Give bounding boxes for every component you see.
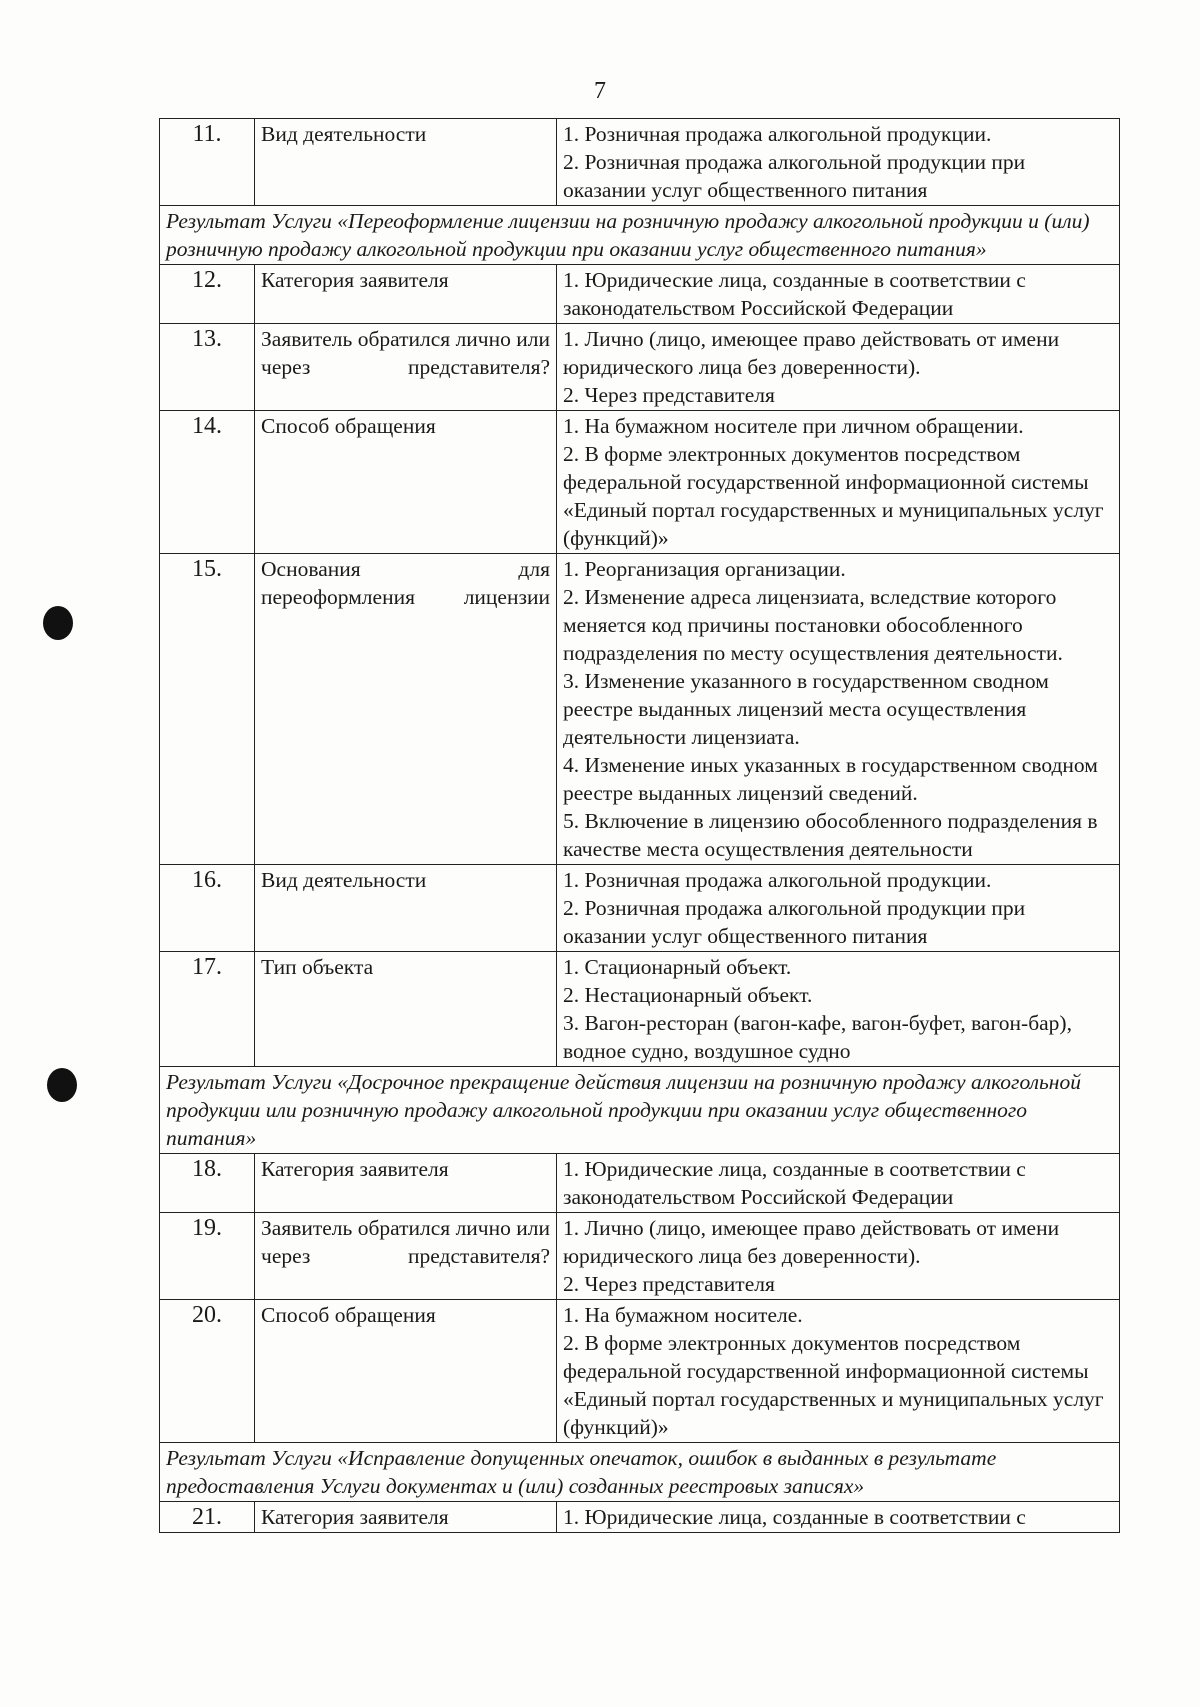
section-title: Результат Услуги «Переоформление лицензии на розничную продажу алкогольной продукции и (или) розничную продажу алкогольной продукции при оказании услуг общественного питания» xyxy=(160,206,1120,265)
value-option: 1. Лично (лицо, имеющее право действовать от имени юридического лица без доверенности). xyxy=(563,327,1060,379)
value-option: 2. Розничная продажа алкогольной продукции при оказании услуг общественного питания xyxy=(563,150,1026,202)
parameter-label: Заявитель обратился лично или через представителя? xyxy=(255,324,557,411)
value-option: 2. Розничная продажа алкогольной продукции при оказании услуг общественного питания xyxy=(563,896,1026,948)
value-option: 2. В форме электронных документов посредством федеральной государственной информационной системы «Единый портал государственных и муниципальных услуг (функций)» xyxy=(563,442,1104,550)
section-header-row xyxy=(160,1443,1120,1502)
binder-hole-mark xyxy=(47,1068,77,1102)
row-number: 16. xyxy=(160,865,255,952)
parameter-label: Заявитель обратился лично или через представителя? xyxy=(255,1213,557,1300)
table-row xyxy=(160,119,1120,206)
value-option: 1. Розничная продажа алкогольной продукции. xyxy=(563,122,992,146)
section-header-row xyxy=(160,206,1120,265)
row-number: 14. xyxy=(160,411,255,554)
value-option: 2. Через представителя xyxy=(563,1272,775,1296)
value-option: 5. Включение в лицензию обособленного подразделения в качестве места осуществления деятельности xyxy=(563,809,1098,861)
table-row xyxy=(160,952,1120,1067)
value-option: 1. На бумажном носителе при личном обращении. xyxy=(563,414,1024,438)
table-row xyxy=(160,1300,1120,1443)
value-option: 4. Изменение иных указанных в государственном сводном реестре выданных лицензий сведений. xyxy=(563,753,1098,805)
row-number: 15. xyxy=(160,554,255,865)
section-title: Результат Услуги «Исправление допущенных опечаток, ошибок в выданных в результате предоставления Услуги документах и (или) созданных реестровых записях» xyxy=(160,1443,1120,1502)
table-row xyxy=(160,1213,1120,1300)
parameter-values xyxy=(557,865,1120,952)
parameter-label: Тип объекта xyxy=(255,952,557,1067)
value-option: 2. Нестационарный объект. xyxy=(563,983,813,1007)
parameter-values xyxy=(557,1213,1120,1300)
parameter-label: Вид деятельности xyxy=(255,119,557,206)
row-number: 18. xyxy=(160,1154,255,1213)
parameter-label: Вид деятельности xyxy=(255,865,557,952)
table-row xyxy=(160,1154,1120,1213)
service-parameters-table xyxy=(159,118,1120,1533)
value-option: 2. В форме электронных документов посредством федеральной государственной информационной системы «Единый портал государственных и муниципальных услуг (функций)» xyxy=(563,1331,1104,1439)
value-option: 1. На бумажном носителе. xyxy=(563,1303,803,1327)
parameter-values xyxy=(557,324,1120,411)
value-option: 1. Юридические лица, созданные в соответствии с законодательством Российской Федерации xyxy=(563,268,1026,320)
parameter-label: Основания для переоформления лицензии xyxy=(255,554,557,865)
value-option: 1. Юридические лица, созданные в соответствии с законодательством Российской Федерации xyxy=(563,1157,1026,1209)
table-row xyxy=(160,865,1120,952)
row-number: 11. xyxy=(160,119,255,206)
parameter-values xyxy=(557,1300,1120,1443)
table-row xyxy=(160,1502,1120,1533)
value-option: 1. Реорганизация организации. xyxy=(563,557,846,581)
binder-hole-mark xyxy=(43,606,73,640)
parameter-values xyxy=(557,1502,1120,1533)
value-option: 1. Лично (лицо, имеющее право действовать от имени юридического лица без доверенности). xyxy=(563,1216,1060,1268)
table-row xyxy=(160,411,1120,554)
value-option: 1. Стационарный объект. xyxy=(563,955,792,979)
table-row xyxy=(160,265,1120,324)
row-number: 17. xyxy=(160,952,255,1067)
value-option: 3. Вагон-ресторан (вагон-кафе, вагон-буфет, вагон-бар), водное судно, воздушное судно xyxy=(563,1011,1072,1063)
parameter-values xyxy=(557,119,1120,206)
parameter-label: Категория заявителя xyxy=(255,1154,557,1213)
section-header-row xyxy=(160,1067,1120,1154)
parameter-values xyxy=(557,411,1120,554)
table-row xyxy=(160,554,1120,865)
parameter-values xyxy=(557,952,1120,1067)
table-row xyxy=(160,324,1120,411)
parameter-values xyxy=(557,1154,1120,1213)
parameter-values xyxy=(557,554,1120,865)
value-option: 2. Через представителя xyxy=(563,383,775,407)
parameter-label: Категория заявителя xyxy=(255,1502,557,1533)
value-option: 3. Изменение указанного в государственном сводном реестре выданных лицензий места осуществления деятельности лицензиата. xyxy=(563,669,1049,749)
value-option: 1. Розничная продажа алкогольной продукции. xyxy=(563,868,992,892)
row-number: 21. xyxy=(160,1502,255,1533)
parameter-label: Способ обращения xyxy=(255,411,557,554)
section-title: Результат Услуги «Досрочное прекращение действия лицензии на розничную продажу алкогольной продукции или розничную продажу алкогольной продукции при оказании услуг общественного питания» xyxy=(160,1067,1120,1154)
parameter-label: Способ обращения xyxy=(255,1300,557,1443)
page-number: 7 xyxy=(594,78,606,104)
row-number: 13. xyxy=(160,324,255,411)
parameter-values xyxy=(557,265,1120,324)
value-option: 1. Юридические лица, созданные в соответствии с xyxy=(563,1505,1026,1529)
row-number: 12. xyxy=(160,265,255,324)
row-number: 19. xyxy=(160,1213,255,1300)
parameter-label: Категория заявителя xyxy=(255,265,557,324)
value-option: 2. Изменение адреса лицензиата, вследствие которого меняется код причины постановки обособленного подразделения по месту осуществления деятельности. xyxy=(563,585,1063,665)
row-number: 20. xyxy=(160,1300,255,1443)
